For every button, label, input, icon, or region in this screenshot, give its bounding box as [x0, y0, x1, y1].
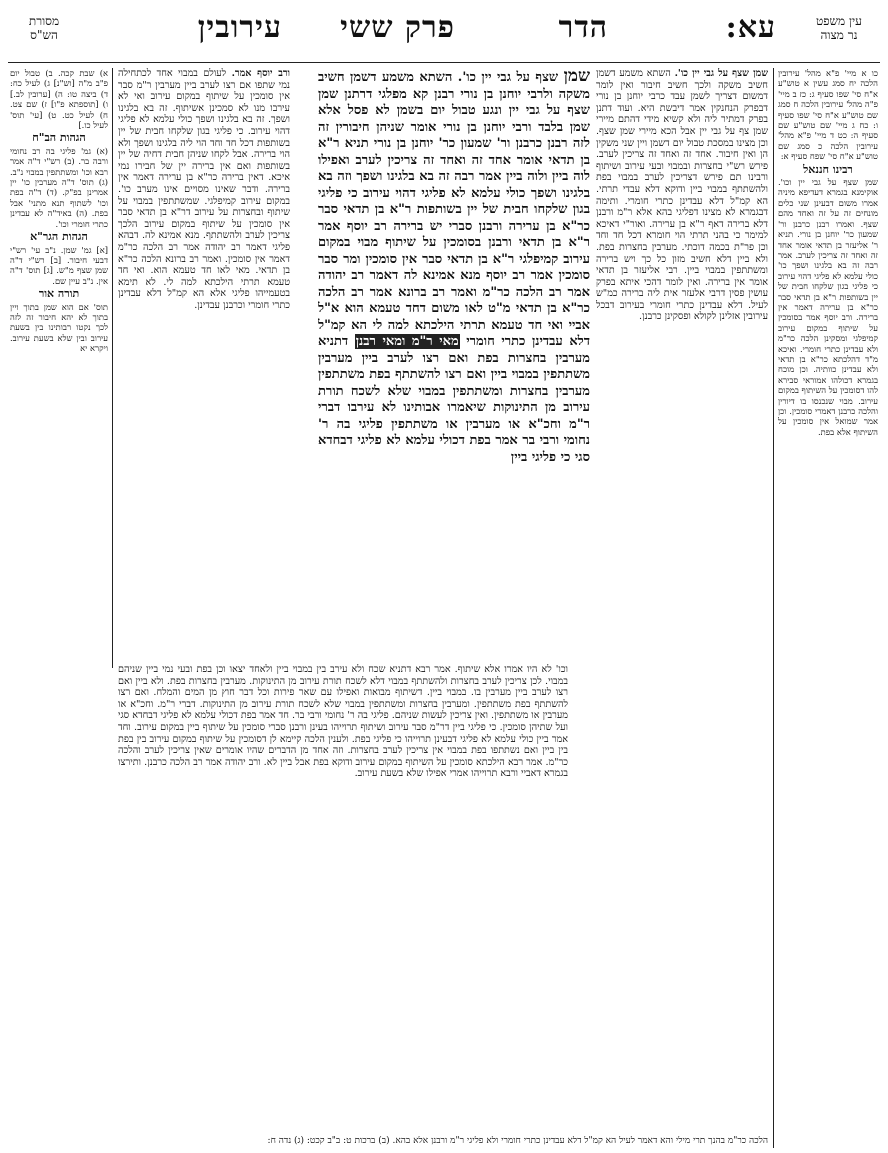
- column-divider: [112, 68, 113, 668]
- rabbeinu-chananel-text: שמן שצף על גבי יין וכו'. אוקימנא בגמרא דעדיפא מיניה אמרו משום דבעינן שני כלים מונחים זה על זה ואחד מהם שצף. ואמרו רבנן כרבנן ור' שמעון כר' יוחנן בן נורי. תניא ר' אליעזר בן תדאי אומר אחד זה ואחד זה צריכין לערב. אמר רבה זה בא בלגינו ושפך כו' כולי עלמא לא פליגי דהוי עירוב כי פליגי בגון שלקחו חבית של יין בשותפות ר"א בן תדאי סבר כר"א בן ערירה דאמר אין ברירה. ורב יוסף אמר בסומכין על שיתוף במקום עירוב קמיפלגי ומסקינן הלכה כר"מ ולא עבדינן כתרי חומרי. ואיכא מ"ד דהלכתא כר"א בן תדאי ולא עבדינן כוותיה. וכן מוכח בגמרא דכולהו אמוראי סבירא להו דסומכין על השיתוף במקום עירוב. מבוי שנכנסו בו דיורין והלכה כרבנן דאמרי סומכין. וכן אמר שמואל אין סומכין על השיתוף אלא בפת.: [778, 177, 878, 437]
- ein-mishpat-text: כו א מיי' פ"א מהל' עירובין הלכה יח סמג עשין א טוש"ע א"ח סי' שפו סעיף ג: כז ב מיי' פ"ה מהל' עירובין הלכה ח סמג שם טוש"ע א"ח סי' שפו סעיף ו: כח ג מיי' שם טוש"ע שם סעיף ה: כט ד מיי' פ"א מהל' עירובין הלכה כ סמג שם טוש"ע א"ח סי' שפח סעיף א:: [778, 68, 878, 162]
- gemara-body-2: דתניא מערבין בחצרות בפת ואם רצו לערב ביין מערבין משתתפין במבוי ביין ואם רצו להשתתף בפת משתתפין מערבין בחצרות ומשתתפין במבוי שלא לשכח תורת עירוב מן התינוקות שיאמרו אבותינו לא עירבו דברי ר"מ וחכ"א או מערבין או משתתפין פליגי בה ר' נחומי ורבי בר אמר בפת דכולי עלמא לא פליגי דבחדא סגי כי פליגי ביין: [318, 334, 590, 465]
- rashi-text: לעולם במבוי אחד לכתחילה נמי שתפו אם רצו לערב ביין מערבין ר"מ סבר אין סומכין על שיתוף במקום עירוב ואי לא עירבו מנו לא סמכינן אשיתוף. זה בא בלגינו ושפך. זה בא בלגינו ושפך כולי עלמא לא פליגי דהוי עירוב. כי פליגי בגון שלקחו חבית של יין בשותפות דכל חד וחד הוי ליה בלגינו ושפך ולא הוי ברירה. אבל לקחו שניהן חבית דחיה של יין בשותפות ואם אין ברירה יין של חבירו נמי איכא. דאין ברירה כר"א בן ערירה דאמר אין ברירה. ודבר שאינו מסויים אינו מערב כו'. במקום עירוב קמיפלגי. שמשתתפין במבוי על שיתוף ובחצרות על עירוב דר"א בן תדאי סבר אין סומכין על שיתוף במקום עירוב הלכך צריכין לערב ולהשתתף. מנא אמינא לה. דבהא פליגי דאמר רב יהודה אמר רב הלכה כר"מ דאמר אין סומכין. ואמר רב ברונא הלכה כר"א בן תדאי. מאי לאו חד טעמא הוא. ואי חד טעמא תרתי הילכתא למה לי. לא תימא בטעמייהו פליגי אלא הא קמ"ל דלא עבדינן כתרי חומרי וכרבנן עבדינן.: [118, 68, 290, 311]
- gemara-lead-word: שמן: [563, 68, 590, 86]
- gemara-text: [318, 68, 590, 658]
- hagahot-bach-text: (א) גמ' פליגי בה רב נחומי ורבה בר. (ב) רש"י ד"ה אמר רבא וכו' ומשתתפין במבוי נ"ב. (ג) תוס' ד"ה מערבין כו' יין אמרינן בפ"ק. (ד) ד"ה בפת וכו' לשתוף תנא מתני' אבל בפת. (ה) באיד"ה לא עבדינן כתרי חומרי וכו'.: [10, 145, 108, 229]
- page-header: [8, 6, 880, 63]
- mesoret-column: [10, 68, 108, 668]
- bottom-commentary: [118, 664, 568, 1134]
- tosafot-column: [596, 68, 768, 798]
- gemara-body: שצף על גבי יין כו'. השתא משמע דשמן חשיב משקה ולרבי יוחנן בן נורי רבנן קא מפלגי דרתנן שמן שצף על גבי יין ונגע טבול יום בשמן לא פסל אלא שמן בלבד ורבי יוחנן בן נורי אומר שניהן חיבורין זה לזה רבנן כרבנן ור' שמעון כר' יוחנן בן נורי תניא ר"א בן תדאי אומר אחד זה ואחד זה צריכין לערב ואפילו לוה ביין ולוה ביין אמר רבה זה בא בלגינו ושפך וזה בא בלגינו ושפך כולי עלמא לא פליגי דהוי עירוב כי פליגי בגון שלקחו חבית של יין בשותפות ר"א בן תדאי סבר כר"א בן ערירה ורבנן סברי יש ברירה רב יוסף אמר ר"א בן תדאי ורבנן בסומכין על שיתוף מבוי במקום עירוב קמיפלגי ר"א בן תדאי סבר אין סומכין ומר סבר סומכין אמר רב יוסף מנא אמינא לה דאמר רב יהודה אמר רב הלכה כר"מ ואמר רב ברונא אמר רב הלכה כר"א בן תדאי מ"ט לאו משום דחד טעמא הוא א"ל אביי ואי חד טעמא תרתי הילכתא למה לי הא קמ"ל דלא עבדינן כתרי חומרי: [318, 70, 590, 349]
- tosafot-text: השתא משמע דשמן חשיב משקה ולכך חשיב חיבור ואין לומר דמשום דצריך לשמן עבד כרבי יוחנן בן נורי דבפרק הנחנקין אמר דיבשת היא. ועוד דתנן בפרק דמתיר ליה ולא קשיא מידי דהתם מיירי שמן צף על גבי יין אבל הכא מיירי שמן שצף. וכן מצינו במסכת טבול יום דשמן ויין שני משקין הן ואין חיבור. אחד זה ואחד זה צריכין לערב. פירש רש"י בחצרות ובמבוי ובעי עירוב ושיתוף ורבינו תם פירש דצריכין לערב במבוי בפת ולהשתתף במבוי ביין ודוקא דלא עבדי תרתי. הא קמ"ל דלא עבדינן כתרי חומרי. ותימה דבגמרא לא מצינו דפליגי בהא אלא ר"מ ורבנן דלא ברירה דאף ר"א בן ערירה. ואור"י דאיכא למימר כי בהני תרתי הוי חומרא דכל חד וחד וכן פר"ת בכמה דוכתי. מערבין בחצרות בפת. ולא ביין דלא חשיב מזון כל כך ויש ברירה ומשתתפין במבוי ביין. רבי אליעזר בן תדאי אומר אין ברירה. ואין לומר דהכי איתא בפרק עושין פסין דרבי אלעזר אית ליה ברירה כמ"ש לעיל. דלא עבדינן כתרי חומרי בעירוב דבכל עירובין אזלינן לקולא ופסקינן כרבנן.: [596, 68, 768, 323]
- folio-number: עא:: [725, 10, 776, 45]
- tractate-title: עירובין: [197, 10, 282, 45]
- rashi-column: [118, 68, 290, 658]
- mesoret-label: מסורת הש"ס: [28, 14, 60, 42]
- bottom-commentary-text: וכו' לא היו אמרו אלא שיתוף. אמר רבא דתניא שכח ולא עירב בין במבוי ביין ולאחד יצאו וכן בפת ובעי נמי ביין שניהם במבוי. לכן צריכין לערב בחצרות ולהשתתף במבוי דלא לשכח תורת עירוב מן התינוקות. מערבין בחצרות בפת. ולא ביין ואם רצו לערב ביין מערבין בו. במבוי ביין. דשיתוף מבואות ואפילו עם שאר פירות וכל דבר חוץ מן המים והמלח. ואם רצו להשתתף בפת משתתפין. ומערבין בחצרות ומשתתפין במבוי שלא לשכח תורת עירוב מן התינוקות. דברי ר"מ. וחכ"א או מערבין או משתתפין. ואין צריכין לעשות שניהם. פליגי בה ר' נחומי ורבי בר. חד אמר בפת דכולי עלמא לא פליגי דבחדא סגי ועל שתיהן סומכין. כי פליגי ביין דר"מ סבר עירוב ושיתוף תרוייהו בעינן ורבנן סברי סומכין על שיתוף ביין במקום עירוב. וחד אמר ביין כולי עלמא לא פליגי דבעינן תרוייהו כי פליגי בפת. ולענין הלכה קיימא לן דסומכין על שיתוף במקום עירוב בין בפת בין ביין ואם נשתתפו בפת במבוי אין צריכין לערב בחצרות. וזה אחד מן הדברים שהיו אומרים שאין צריכין לערב והלכה כר"מ. אמר רבא הילכתא סומכין על השיתוף במקום עירוב ודוקא בפת אבל ביין לא. ורב יהודה אמר רב הלכה כרבנן. ותירצו בגמרא דאביי ורבא תרוייהו אמרי אפילו שלא בשעת עירוב.: [118, 664, 568, 780]
- gemara-highlight: מאי ר"מ ומאי רבנן: [355, 334, 459, 349]
- rashi-lead: ורב יוסף אמר.: [231, 68, 290, 79]
- torah-or-text: תוס' אם הוא שמן בתוך ויין בתוך לא יהא חיבור זה לזה לכך נקטו רבותינו בין בשעת עירוב ובין שלא בשעת עירוב. ויקרא יא: [10, 301, 108, 354]
- hagahot-gra-heading: הגהות הגר"א: [30, 230, 88, 244]
- hadar-label: הדר: [558, 10, 608, 45]
- ein-mishpat-column: [778, 68, 878, 1148]
- torah-or-heading: תורה אור: [38, 287, 80, 301]
- ein-mishpat-label: עין משפט נר מצוה: [816, 14, 862, 42]
- column-divider: [773, 68, 774, 1148]
- hagahot-gra-text: [א] גמ' שמן. נ"ב עי' רש"י דבעי חיבור. [ב] רש"י ד"ה שמן שצף מ"ש. [ג] תוס' ד"ה אין. נ"ב עיין שם.: [10, 244, 108, 286]
- rabbeinu-chananel-heading: רבינו חננאל: [803, 162, 853, 176]
- chapter-title: פרק ששי: [340, 10, 455, 45]
- bottom-final-line: הלכה כר"מ בהנך תרי מילי והא דאמר לעיל הא קמ"ל דלא עבדינן כתרי חומרי ולא פליגי ר"מ ורבנן אלא בהא. (ב) ברכות ט: ב"ב קכט: (ג) נדה ח:: [267, 1136, 768, 1146]
- tosafot-lead: שמן שצף על גבי יין כו'.: [674, 68, 768, 79]
- hagahot-bach-heading: הגהות הב"ח: [32, 131, 86, 145]
- mesoret-text: א) שבת קכה. ב) טבול יום פ"ב מ"ה [וש"נ] ג) לעיל כח: ד) ביצה טו: ה) [ערובין לב.] ו) [תוספתא פ"ו] ז) שם צט. ח) לעיל כט. ט) [עי' תוס' לעיל כו.]: [10, 68, 108, 131]
